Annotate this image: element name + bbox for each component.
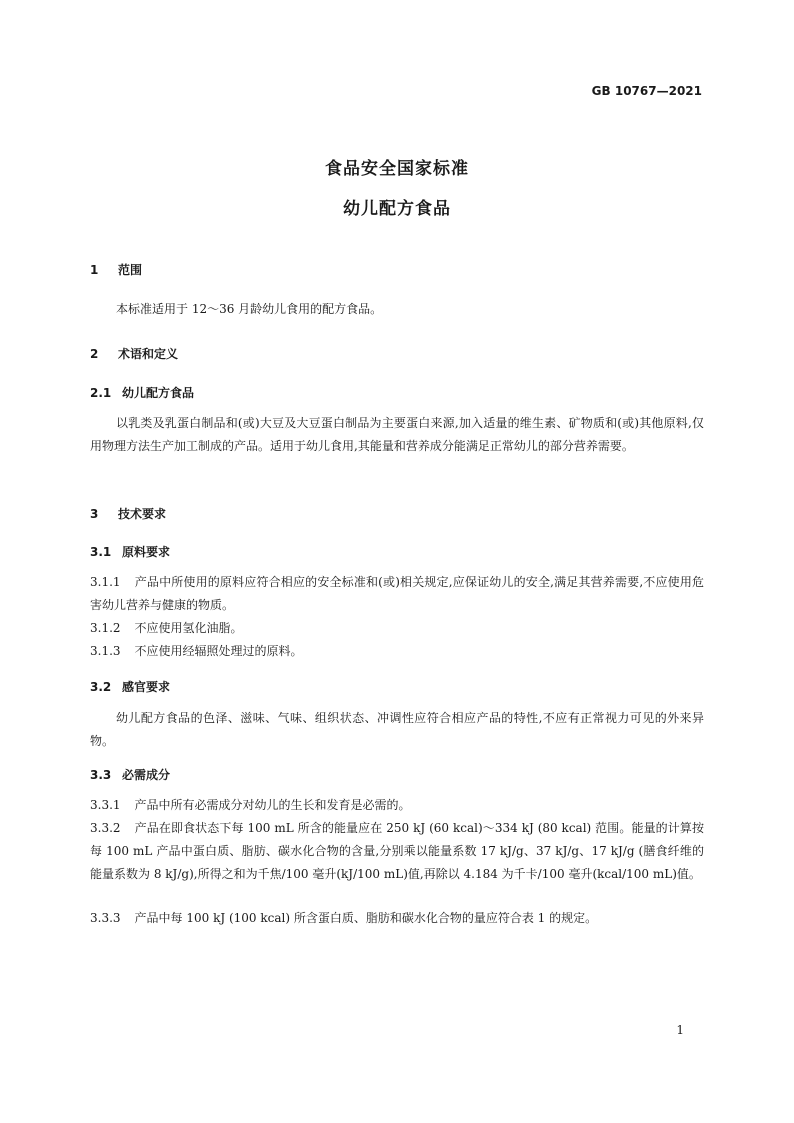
section-2-1-heading: [90, 384, 194, 401]
clause-3-3-3: [90, 907, 704, 930]
section-3-2-text: 幼儿配方食品的色泽、滋味、气味、组织状态、冲调性应符合相应产品的特性,不应有正常视力可见的外来异物。: [90, 711, 704, 748]
clause-3-3-1: [90, 794, 704, 817]
clause-number: 3.3.1: [90, 798, 121, 812]
section-number: 3.3: [90, 768, 112, 782]
clause-text: 不应使用氢化油脂。: [134, 621, 243, 635]
clause-3-1-2: [90, 617, 704, 640]
section-number: 2: [90, 347, 99, 361]
section-title: 术语和定义: [118, 347, 179, 361]
clause-text: 产品中所使用的原料应符合相应的安全标准和(或)相关规定,应保证幼儿的安全,满足其营养需要,不应使用危害幼儿营养与健康的物质。: [90, 575, 704, 612]
clause-number: 3.3.3: [90, 911, 121, 925]
section-title: 必需成分: [122, 768, 171, 782]
section-number: 3: [90, 507, 99, 521]
section-3-1-heading: [90, 543, 170, 560]
clause-3-1-3: [90, 640, 704, 663]
clause-3-3-2: [90, 817, 704, 886]
clause-3-1-1: [90, 571, 704, 617]
section-number: 1: [90, 263, 99, 277]
section-number: 2.1: [90, 386, 112, 400]
clause-number: 3.1.2: [90, 621, 121, 635]
section-1-heading: [90, 261, 142, 278]
section-3-heading: [90, 505, 166, 522]
clause-number: 3.1.1: [90, 575, 121, 589]
section-number: 3.1: [90, 545, 112, 559]
clause-text: 不应使用经辐照处理过的原料。: [134, 644, 303, 658]
section-3-3-heading: [90, 766, 170, 783]
section-title: 感官要求: [122, 680, 171, 694]
section-number: 3.2: [90, 680, 112, 694]
standard-code: GB 10767—2021: [591, 84, 702, 98]
section-1-text: 本标准适用于 12～36 月龄幼儿食用的配方食品。: [116, 302, 383, 316]
document-title: 食品安全国家标准: [325, 159, 469, 179]
clause-number: 3.1.3: [90, 644, 121, 658]
document-subtitle: 幼儿配方食品: [343, 199, 451, 219]
section-title: 技术要求: [118, 507, 167, 521]
clause-text: 产品中所有必需成分对幼儿的生长和发育是必需的。: [134, 798, 411, 812]
section-title: 幼儿配方食品: [122, 386, 195, 400]
clause-number: 3.3.2: [90, 821, 121, 835]
section-2-1-text: 以乳类及乳蛋白制品和(或)大豆及大豆蛋白制品为主要蛋白来源,加入适量的维生素、矿物质和(或)其他原料,仅用物理方法生产加工制成的产品。适用于幼儿食用,其能量和营养成分能满足正常幼儿的部分营养需要。: [90, 416, 704, 453]
section-title: 原料要求: [122, 545, 171, 559]
page-number: 1: [676, 1023, 684, 1037]
clause-text: 产品在即食状态下每 100 mL 所含的能量应在 250 kJ (60 kcal)～334 kJ (80 kcal) 范围。能量的计算按每 100 mL 产品中蛋白质、脂肪、碳水化合物的含量,分别乘以能量系数 17 kJ/g、37 kJ/g、17 kJ/g (膳食纤维的能量系数为 8 kJ/g),所得之和为千焦/100 毫升(kJ/100 mL)值,再除以 4.184 为千卡/100 毫升(kcal/100 mL)值。: [90, 821, 704, 881]
section-2-heading: [90, 345, 178, 362]
clause-text: 产品中每 100 kJ (100 kcal) 所含蛋白质、脂肪和碳水化合物的量应符合表 1 的规定。: [134, 911, 598, 925]
section-title: 范围: [118, 263, 143, 277]
section-3-2-heading: [90, 678, 170, 695]
